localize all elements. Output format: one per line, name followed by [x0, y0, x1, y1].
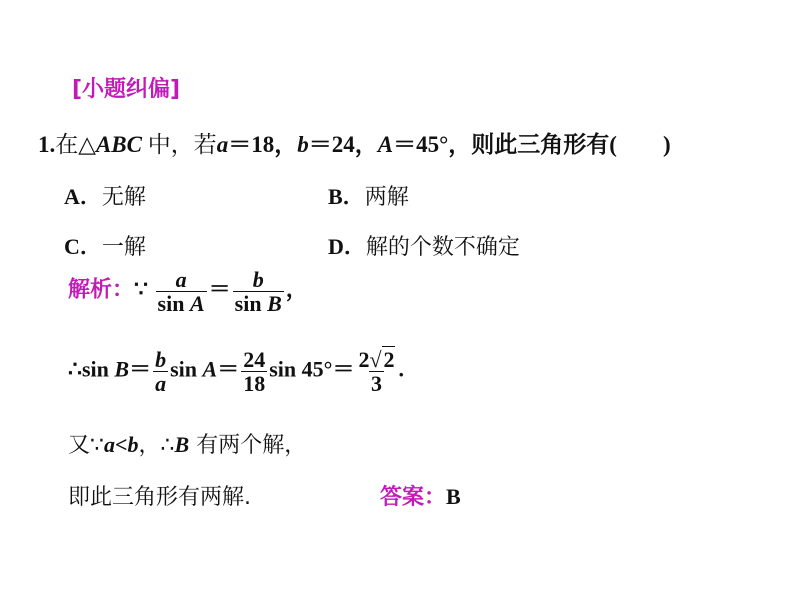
option-d-letter: D．: [328, 234, 366, 259]
line2-period: .: [398, 356, 405, 382]
question-dot: .: [49, 132, 56, 157]
option-a: [64, 180, 146, 211]
because-symbol: ∵: [134, 276, 149, 302]
frac1-numerator: a: [175, 267, 187, 292]
var-A: A: [377, 132, 394, 157]
option-c-letter: C．: [64, 234, 102, 259]
fraction-2root2-over-3: [356, 348, 396, 395]
radical-coefficient: 2: [358, 347, 370, 372]
answer: [380, 480, 461, 511]
option-a-text: 无解: [101, 184, 146, 209]
solution-line-3: [68, 428, 306, 459]
line2-frac3-num: [356, 348, 396, 371]
option-c-text: 一解: [101, 234, 146, 259]
equals-sign: ＝: [208, 276, 231, 302]
option-a-letter: A．: [64, 184, 102, 209]
eq-A: ＝45°，则此三角形有(: [393, 132, 617, 157]
option-b-letter: B．: [328, 184, 365, 209]
line4-conclusion: 即此三角形有两解.: [68, 485, 251, 510]
fraction-a-over-sinA: [156, 268, 207, 315]
option-c: [64, 230, 146, 261]
line2-sin45: sin 45°: [269, 356, 333, 382]
fraction-24-over-18: [241, 348, 267, 395]
var-b: b: [297, 132, 309, 157]
line3-suffix: 有两个解，: [189, 433, 307, 458]
line3-inequality: a<b: [104, 432, 139, 457]
therefore-sinB: ∴sin: [68, 356, 115, 382]
answer-value: B: [446, 484, 461, 509]
answer-label: 答案：: [380, 485, 447, 510]
line2-sinA: sin: [170, 356, 203, 382]
option-d: [328, 230, 520, 261]
line3-mid: ，∴: [138, 433, 175, 458]
line3-prefix: 又∵: [68, 433, 104, 458]
section-title: [小题纠偏]: [72, 77, 181, 102]
question-stem: [38, 126, 671, 159]
answer-blank: ): [616, 132, 671, 157]
fraction-b-over-a: [153, 348, 168, 395]
fraction-b-over-sinB: [233, 268, 284, 315]
line2-frac1-num: b: [155, 347, 167, 372]
option-b: [328, 180, 409, 211]
line3-var-B: B: [174, 432, 190, 457]
line2-var-A: A: [202, 356, 218, 382]
option-d-text: 解的个数不确定: [365, 234, 520, 259]
frac1-denominator: sin A: [157, 291, 205, 317]
solution-line-1: [68, 268, 308, 315]
eq-b: ＝24，: [308, 132, 378, 157]
question-number: 1: [38, 132, 50, 157]
triangle-name: ABC: [95, 132, 142, 157]
radical-sign: √: [369, 347, 382, 372]
solution-label: 解析：: [68, 277, 135, 303]
solution-line-2: [68, 348, 404, 395]
frac2-numerator: b: [252, 267, 264, 292]
line2-eq1: ＝: [129, 356, 152, 382]
var-a: a: [216, 132, 229, 157]
line2-frac2-den: 18: [243, 371, 266, 397]
line2-eq3: ＝: [332, 356, 355, 382]
question-text-mid: 中，若: [147, 132, 217, 157]
line2-frac3-den: 3: [371, 371, 382, 397]
line2-frac1-den: a: [155, 371, 167, 397]
option-b-text: 两解: [364, 184, 409, 209]
line2-var-B: B: [114, 356, 130, 382]
line2-frac2-num: 24: [243, 347, 266, 372]
question-text-prefix: 在△: [55, 132, 96, 157]
radicand: 2: [383, 347, 395, 372]
trailing-comma: ，: [285, 276, 308, 302]
frac2-denominator: sin B: [234, 291, 282, 317]
eq-a: ＝18，: [228, 132, 298, 157]
line2-eq2: ＝: [217, 356, 240, 382]
solution-line-4: [68, 480, 251, 511]
